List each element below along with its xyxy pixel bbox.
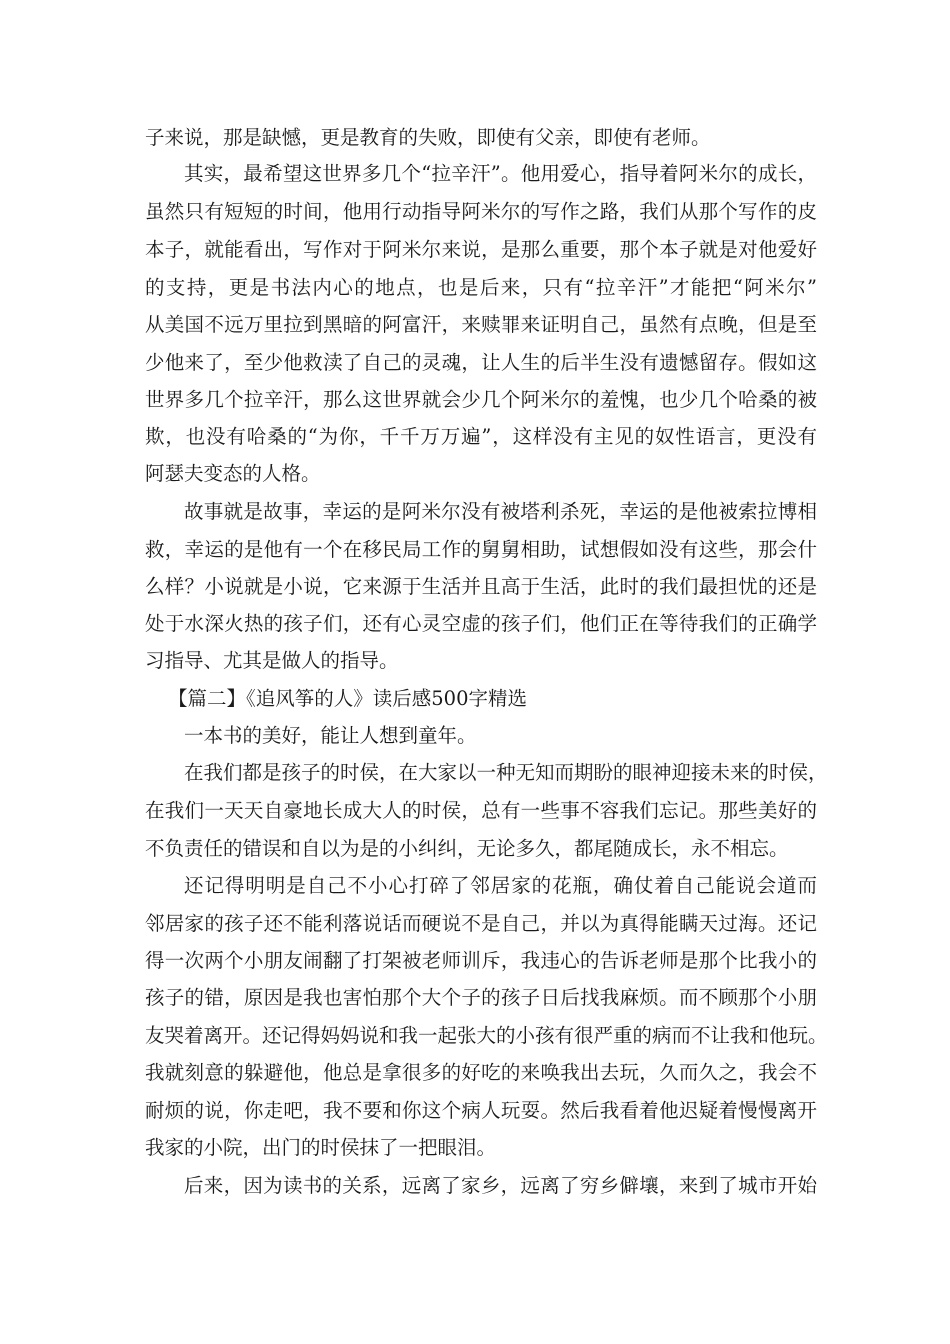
text-line: 得一次两个小朋友闹翻了打架被老师训斥，我违心的告诉老师是那个比我小的 — [145, 949, 817, 972]
text-line: 子来说，那是缺憾，更是教育的失败，即使有父亲，即使有老师。 — [145, 126, 711, 149]
text-line: 的支持，更是书法内心的地点，也是后来，只有“拉辛汗”才能把“阿米尔” — [145, 276, 817, 299]
text-line: 我家的小院，出门的时侯抹了一把眼泪。 — [145, 1136, 497, 1159]
text-line: 我就刻意的躲避他，他总是拿很多的好吃的来唤我出去玩，久而久之，我会不 — [145, 1061, 817, 1084]
paragraph-start-line: 故事就是故事，幸运的是阿米尔没有被塔利杀死，幸运的是他被索拉博相 — [184, 500, 817, 523]
text-line: 从美国不远万里拉到黑暗的阿富汗，来赎罪来证明自己，虽然有点晚，但是至 — [145, 313, 817, 336]
paragraph-start-line: 其实，最希望这世界多几个“拉辛汗”。他用爱心，指导着阿米尔的成长， — [184, 162, 817, 185]
text-line: 在我们一天天自豪地长成大人的时侯，总有一些事不容我们忘记。那些美好的 — [145, 799, 817, 822]
text-line: 本子，就能看出，写作对于阿米尔来说，是那么重要，那个本子就是对他爱好 — [145, 238, 817, 261]
text-line: 阿瑟夫变态的人格。 — [145, 462, 321, 485]
text-line: 耐烦的说，你走吧，我不要和你这个病人玩耍。然后我看着他迟疑着慢慢离开 — [145, 1099, 817, 1122]
text-line: 少他来了，至少他救渎了自己的灵魂，让人生的后半生没有遗憾留存。假如这 — [145, 351, 817, 374]
text-line: 处于水深火热的孩子们，还有心灵空虚的孩子们，他们正在等待我们的正确学 — [145, 612, 817, 635]
paragraph-start-line: 在我们都是孩子的时侯，在大家以一种无知而期盼的眼神迎接未来的时侯， — [184, 761, 828, 784]
text-line: 虽然只有短短的时间，他用行动指导阿米尔的写作之路，我们从那个写作的皮 — [145, 200, 817, 223]
paragraph-start-line: 后来，因为读书的关系，远离了家乡，远离了穷乡僻壤，来到了城市开始 — [184, 1174, 817, 1197]
text-line: 欺，也没有哈桑的“为你，千千万万遍”，这样没有主见的奴性语言，更没有 — [145, 425, 817, 448]
text-line: 孩子的错，原因是我也害怕那个大个子的孩子日后找我麻烦。而不顾那个小朋 — [145, 986, 817, 1009]
text-line: 友哭着离开。还记得妈妈说和我一起张大的小孩有很严重的病而不让我和他玩。 — [145, 1024, 828, 1047]
text-line: 邻居家的孩子还不能利落说话而硬说不是自己，并以为真得能瞒天过海。还记 — [145, 912, 817, 935]
text-line: 救，幸运的是他有一个在移民局工作的舅舅相助，试想假如没有这些，那会什 — [145, 538, 817, 561]
paragraph-start-line: 还记得明明是自己不小心打碎了邻居家的花瓶，确仗着自己能说会道而 — [184, 874, 817, 897]
paragraph-start-line: 一本书的美好，能让人想到童年。 — [184, 724, 477, 747]
text-line: 世界多几个拉辛汗，那么这世界就会少几个阿米尔的羞愧，也少几个哈桑的被 — [145, 388, 817, 411]
section-heading: 【篇二】《追风筝的人》读后感500字精选 — [168, 687, 527, 710]
text-line: 习指导、尤其是做人的指导。 — [145, 649, 399, 672]
text-line: 不负责任的错误和自以为是的小纠纠，无论多久，都尾随成长，永不相忘。 — [145, 837, 789, 860]
text-line: 么样？小说就是小说，它来源于生活并且高于生活，此时的我们最担忧的还是 — [145, 575, 817, 598]
